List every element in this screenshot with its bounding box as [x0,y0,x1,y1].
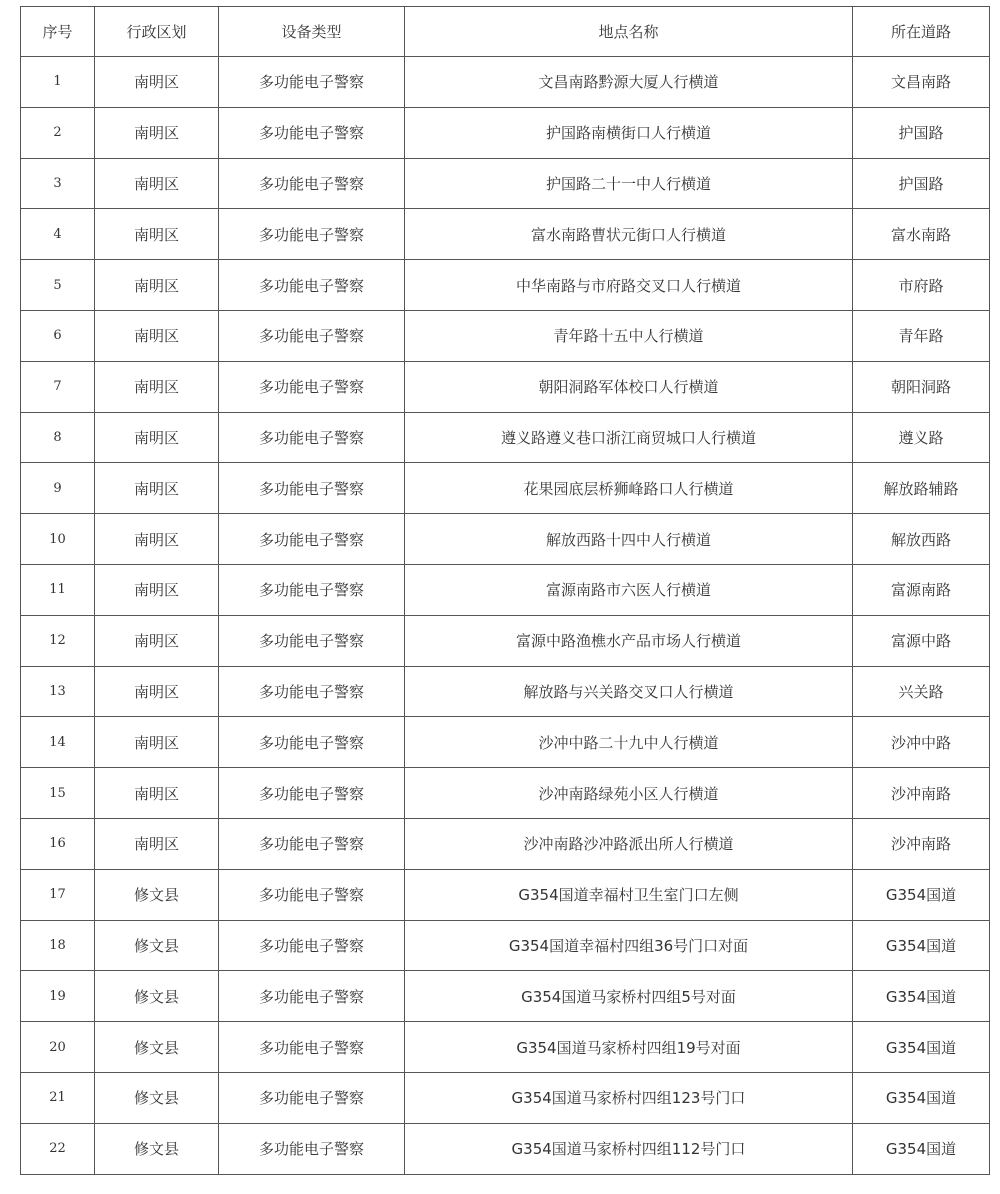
table-row [21,818,990,869]
cell-device-type: 多功能电子警察 [219,209,405,260]
cell-device-type: 多功能电子警察 [219,920,405,971]
header-serial-number: 序号 [21,7,95,57]
cell-serial-number: 17 [21,869,95,920]
cell-district: 南明区 [95,310,219,361]
cell-location-name: 遵义路遵义巷口浙江商贸城口人行横道 [405,412,853,463]
table-row [21,310,990,361]
cell-device-type: 多功能电子警察 [219,260,405,311]
table-row [21,768,990,819]
cell-district: 修文县 [95,1123,219,1174]
cell-road: G354国道 [853,1022,990,1073]
cell-serial-number: 21 [21,1072,95,1123]
cell-location-name: 护国路南横街口人行横道 [405,107,853,158]
cell-serial-number: 3 [21,158,95,209]
cell-location-name: 花果园底层桥狮峰路口人行横道 [405,463,853,514]
cell-device-type: 多功能电子警察 [219,971,405,1022]
cell-road: 护国路 [853,107,990,158]
cell-district: 南明区 [95,514,219,565]
table-container [20,6,990,1175]
cell-district: 南明区 [95,361,219,412]
cell-road: G354国道 [853,1072,990,1123]
cell-district: 南明区 [95,107,219,158]
cell-road: 护国路 [853,158,990,209]
cell-road: 沙冲南路 [853,818,990,869]
table-row [21,564,990,615]
cell-road: 解放西路 [853,514,990,565]
cell-serial-number: 11 [21,564,95,615]
cell-device-type: 多功能电子警察 [219,514,405,565]
table-row [21,107,990,158]
cell-serial-number: 6 [21,310,95,361]
cell-road: 市府路 [853,260,990,311]
electronic-police-location-table [20,6,990,1175]
cell-district: 修文县 [95,869,219,920]
cell-district: 南明区 [95,209,219,260]
cell-road: 富源中路 [853,615,990,666]
cell-district: 南明区 [95,57,219,108]
cell-location-name: G354国道幸福村四组36号门口对面 [405,920,853,971]
table-row [21,412,990,463]
cell-serial-number: 20 [21,1022,95,1073]
cell-device-type: 多功能电子警察 [219,1123,405,1174]
cell-district: 修文县 [95,971,219,1022]
cell-district: 南明区 [95,412,219,463]
cell-location-name: 中华南路与市府路交叉口人行横道 [405,260,853,311]
cell-district: 南明区 [95,564,219,615]
cell-device-type: 多功能电子警察 [219,869,405,920]
cell-district: 南明区 [95,158,219,209]
table-row [21,1072,990,1123]
cell-location-name: 文昌南路黔源大厦人行横道 [405,57,853,108]
cell-location-name: 富源中路渔樵水产品市场人行横道 [405,615,853,666]
table-row [21,615,990,666]
cell-district: 修文县 [95,1072,219,1123]
cell-device-type: 多功能电子警察 [219,158,405,209]
cell-district: 修文县 [95,1022,219,1073]
cell-district: 南明区 [95,463,219,514]
cell-device-type: 多功能电子警察 [219,818,405,869]
table-row [21,260,990,311]
cell-serial-number: 12 [21,615,95,666]
table-row [21,463,990,514]
cell-road: 沙冲中路 [853,717,990,768]
cell-district: 南明区 [95,260,219,311]
table-row [21,57,990,108]
cell-district: 修文县 [95,920,219,971]
header-device-type: 设备类型 [219,7,405,57]
cell-device-type: 多功能电子警察 [219,717,405,768]
table-row [21,971,990,1022]
cell-device-type: 多功能电子警察 [219,310,405,361]
cell-road: 文昌南路 [853,57,990,108]
cell-serial-number: 4 [21,209,95,260]
cell-road: 沙冲南路 [853,768,990,819]
cell-serial-number: 13 [21,666,95,717]
cell-district: 南明区 [95,717,219,768]
header-road: 所在道路 [853,7,990,57]
cell-location-name: 沙冲南路绿苑小区人行横道 [405,768,853,819]
cell-location-name: G354国道马家桥村四组112号门口 [405,1123,853,1174]
cell-location-name: 沙冲南路沙冲路派出所人行横道 [405,818,853,869]
cell-device-type: 多功能电子警察 [219,615,405,666]
cell-road: 富源南路 [853,564,990,615]
table-row [21,666,990,717]
cell-road: 朝阳洞路 [853,361,990,412]
cell-serial-number: 1 [21,57,95,108]
cell-serial-number: 10 [21,514,95,565]
cell-location-name: 沙冲中路二十九中人行横道 [405,717,853,768]
cell-serial-number: 14 [21,717,95,768]
cell-location-name: G354国道马家桥村四组19号对面 [405,1022,853,1073]
table-row [21,158,990,209]
cell-device-type: 多功能电子警察 [219,107,405,158]
cell-serial-number: 19 [21,971,95,1022]
cell-road: 兴关路 [853,666,990,717]
cell-serial-number: 2 [21,107,95,158]
cell-road: G354国道 [853,920,990,971]
table-row [21,1123,990,1174]
cell-serial-number: 18 [21,920,95,971]
cell-road: G354国道 [853,1123,990,1174]
table-row [21,209,990,260]
cell-device-type: 多功能电子警察 [219,463,405,514]
cell-device-type: 多功能电子警察 [219,412,405,463]
cell-serial-number: 5 [21,260,95,311]
cell-district: 南明区 [95,768,219,819]
cell-location-name: 富水南路曹状元街口人行横道 [405,209,853,260]
cell-road: G354国道 [853,869,990,920]
cell-road: 富水南路 [853,209,990,260]
cell-road: 青年路 [853,310,990,361]
cell-district: 南明区 [95,818,219,869]
cell-location-name: G354国道幸福村卫生室门口左侧 [405,869,853,920]
cell-location-name: 解放西路十四中人行横道 [405,514,853,565]
cell-location-name: 护国路二十一中人行横道 [405,158,853,209]
cell-serial-number: 8 [21,412,95,463]
header-location-name: 地点名称 [405,7,853,57]
table-row [21,869,990,920]
cell-serial-number: 22 [21,1123,95,1174]
cell-location-name: 解放路与兴关路交叉口人行横道 [405,666,853,717]
cell-device-type: 多功能电子警察 [219,564,405,615]
cell-location-name: 朝阳洞路军体校口人行横道 [405,361,853,412]
cell-serial-number: 16 [21,818,95,869]
cell-serial-number: 9 [21,463,95,514]
cell-road: 解放路辅路 [853,463,990,514]
table-row [21,1022,990,1073]
table-header-row [21,7,990,57]
table-row [21,361,990,412]
cell-location-name: G354国道马家桥村四组123号门口 [405,1072,853,1123]
table-row [21,717,990,768]
cell-device-type: 多功能电子警察 [219,57,405,108]
header-district: 行政区划 [95,7,219,57]
table-body [21,57,990,1175]
cell-road: 遵义路 [853,412,990,463]
cell-district: 南明区 [95,615,219,666]
cell-location-name: 青年路十五中人行横道 [405,310,853,361]
table-row [21,514,990,565]
cell-serial-number: 15 [21,768,95,819]
cell-serial-number: 7 [21,361,95,412]
table-row [21,920,990,971]
cell-location-name: 富源南路市六医人行横道 [405,564,853,615]
cell-device-type: 多功能电子警察 [219,1022,405,1073]
cell-road: G354国道 [853,971,990,1022]
cell-district: 南明区 [95,666,219,717]
cell-location-name: G354国道马家桥村四组5号对面 [405,971,853,1022]
cell-device-type: 多功能电子警察 [219,1072,405,1123]
cell-device-type: 多功能电子警察 [219,361,405,412]
cell-device-type: 多功能电子警察 [219,768,405,819]
cell-device-type: 多功能电子警察 [219,666,405,717]
